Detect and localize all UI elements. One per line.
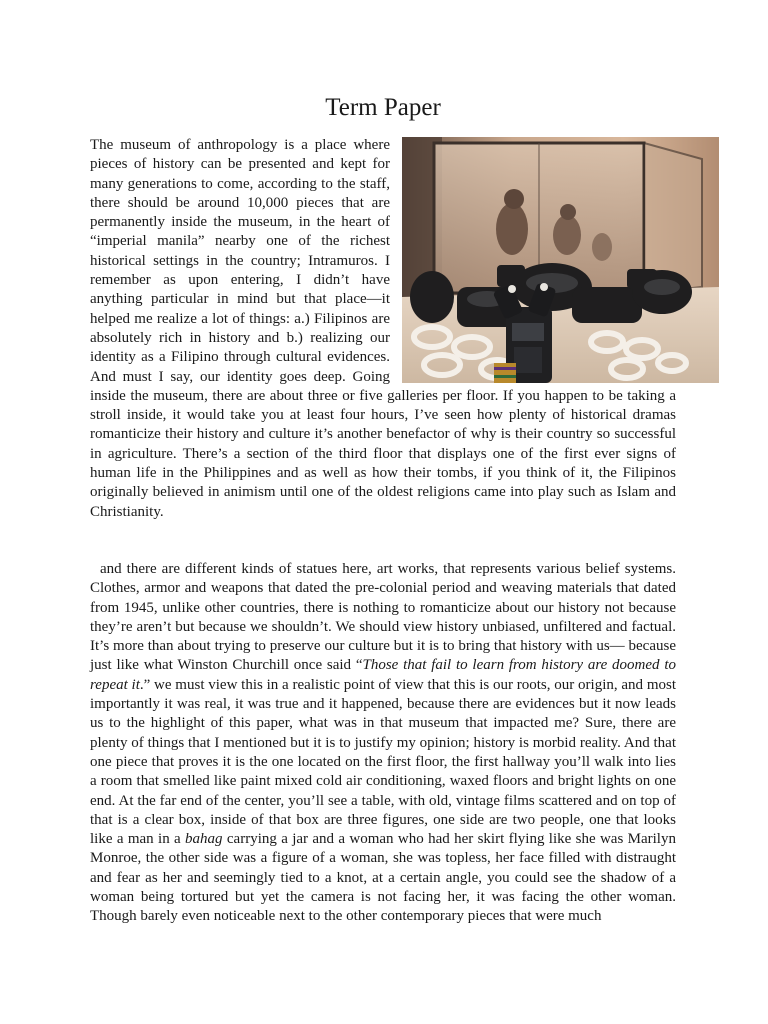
paragraph-2-text-b: .” we must view this in a realistic point of view that this is our roots, our origin, and most importantly it was real, it was true and it happened, because there are evidences but it now leads us to the highlight of this paper, what was in that museum that impacted me? Sure, there are plenty of things that I mentioned but it is to justify my opinion; history is morbid reality. And that one piece that proves it is the one located on the first floor, the first hallway you’ll walk into lies a room that smelled like paint mixed cold air conditioning, waxed floors and bright lights on one end. At the far end of the center, you’ll see a table, with old, vintage films scattered and on top of that is a clear box, inside of that box are three figures, one side are two people, one that looks like a man in a — [90, 676, 676, 848]
paragraph-2 — [90, 560, 676, 927]
bahag-term: bahag — [185, 831, 223, 848]
document-page — [90, 92, 676, 927]
page-title: Term Paper — [325, 94, 441, 121]
paragraph-1: The museum of anthropology is a place where pieces of history can be presented and kept for many generations to come, according to the staff, there should be around 10,000 pieces that are permanently inside the museum, in the heart of “imperial manila” nearby one of the richest historical settings in the country; Intramuros. I remember as upon entering, I didn’t have anything particular in mind but that place—it helped me realize a lot of things: a.) Filipinos are absolutely rich in history and b.) realizing our identity as a Filipino through cultural evidences. And must I say, our identity goes deep. Going inside the museum, there are about three or five galleries per floor. If you happen to be taking a stroll inside, it would take you at least four hours, I’ve seen how plenty of historical dramas romanticize their history and culture it’s another benefactor of why is their country so successful in agriculture. There’s a section of the third floor that displays one of the first ever signs of human life in the Philippines and as well as how their tombs, if you think of it, the Filipinos originally believed in animism until one of the oldest religions came into play such as Islam and Christianity. — [90, 137, 676, 520]
paragraph-2-text-c: carrying a jar and a woman who had her skirt flying like she was Marilyn Monroe, the other side was a figure of a woman, she was topless, her face filled with distraught and fear as her and seemingly tied to a knot, at a certain angle, you could see the shadow of a woman being tortured but yet the camera is not facing her, it was facing the other woman. Though barely even noticeable next to the other contemporary pieces that were much — [90, 831, 676, 925]
paragraph-2-text-a: and there are different kinds of statues here, art works, that represents various belief systems. Clothes, armor and weapons that dated the pre-colonial period and weaving materials that dated from 1945, unlike other countries, there is nothing to romanticize about our history not because they’re aren’t but because we shouldn’t. We should view history unbiased, unfiltered and factual. It’s more than about trying to preserve our culture but it is to bring that history with us— because just like what Winston Churchill once said “ — [90, 560, 676, 674]
churchill-quote: Those that fail to learn from history are doomed to repeat it — [90, 657, 676, 693]
museum-exhibit-illustration — [402, 137, 719, 383]
museum-exhibit-photo — [402, 137, 719, 383]
